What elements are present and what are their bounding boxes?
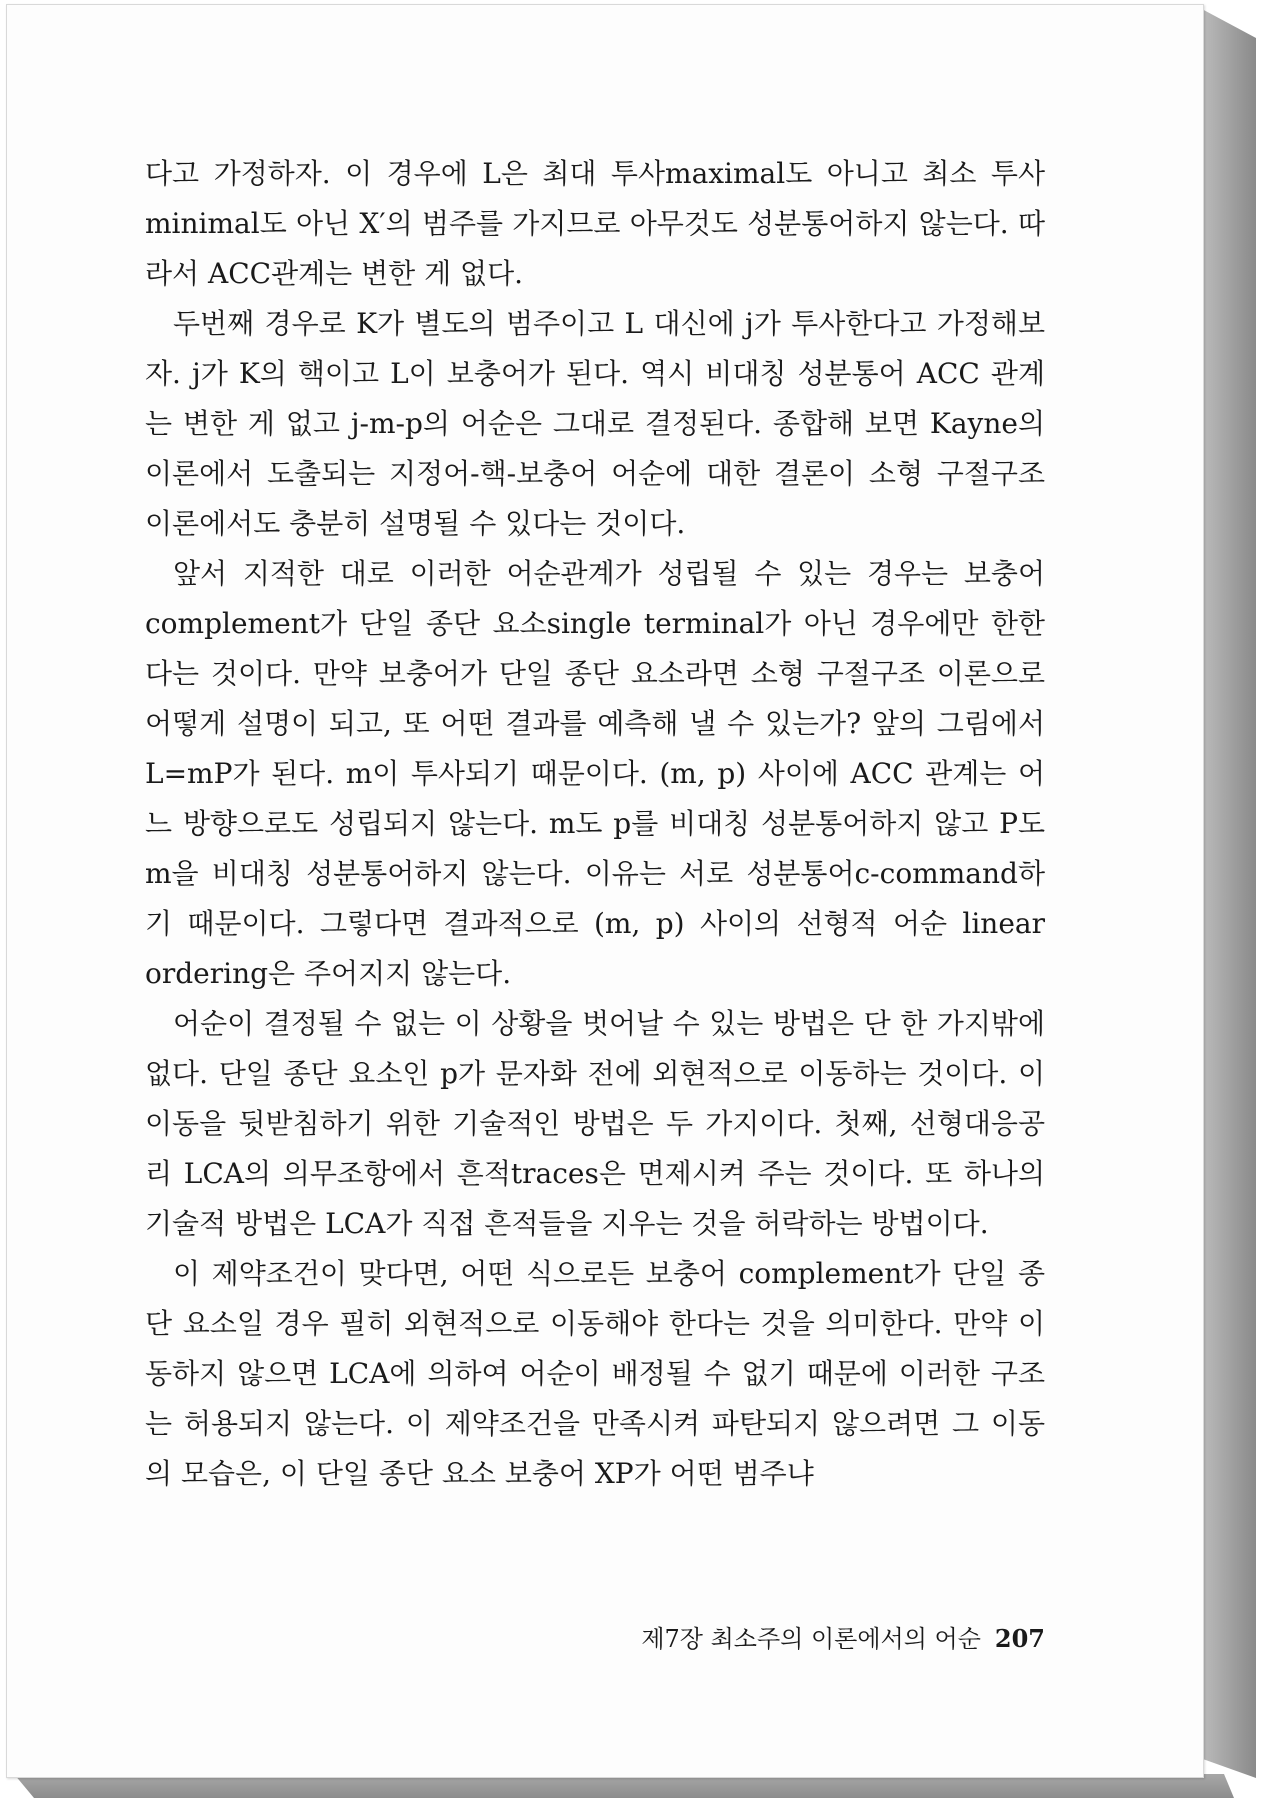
paragraph-5: 이 제약조건이 맞다면, 어떤 식으로든 보충어 complement가 단일 종단 요소일 경우 필히 외현적으로 이동해야 한다는 것을 의미한다. 만약 이동하지 않으면 LCA에 의하여 어순이 배정될 수 없기 때문에 이러한 구조는 허용되지 않는다. 이 제약조건을 만족시켜 파탄되지 않으려면 그 이동의 모습은, 이 단일 종단 요소 보충어 XP가 어떤 범주냐: [145, 1257, 1045, 1490]
running-head: 제7장 최소주의 이론에서의 어순: [641, 1625, 981, 1653]
paragraph-1: 다고 가정하자. 이 경우에 L은 최대 투사maximal도 아니고 최소 투사 minimal도 아닌 X′의 범주를 가지므로 아무것도 성분통어하지 않는다. 따라서 ACC관계는 변한 게 없다.: [145, 157, 1045, 290]
paragraph-2: 두번째 경우로 K가 별도의 범주이고 L 대신에 j가 투사한다고 가정해보자. j가 K의 핵이고 L이 보충어가 된다. 역시 비대칭 성분통어 ACC 관계는 변한 게 없고 j-m-p의 어순은 그대로 결정된다. 종합해 보면 Kayne의 이론에서 도출되는 지정어-핵-보충어 어순에 대한 결론이 소형 구절구조 이론에서도 충분히 설명될 수 있다는 것이다.: [145, 307, 1045, 540]
paragraph-4: 어순이 결정될 수 없는 이 상황을 벗어날 수 있는 방법은 단 한 가지밖에 없다. 단일 종단 요소인 p가 문자화 전에 외현적으로 이동하는 것이다. 이 이동을 뒷받침하기 위한 기술적인 방법은 두 가지이다. 첫째, 선형대응공리 LCA의 의무조항에서 흔적traces은 면제시켜 주는 것이다. 또 하나의 기술적 방법은 LCA가 직접 흔적들을 지우는 것을 허락하는 방법이다.: [145, 1007, 1045, 1240]
book-page: [6, 4, 1204, 1778]
page-footer: [607, 1619, 1045, 1654]
book-edge-right: [1200, 8, 1256, 1778]
page-number: 207: [994, 1624, 1045, 1653]
body-text: [145, 149, 1045, 1499]
paragraph-3: 앞서 지적한 대로 이러한 어순관계가 성립될 수 있는 경우는 보충어 complement가 단일 종단 요소single terminal가 아닌 경우에만 한한다는 것이다. 만약 보충어가 단일 종단 요소라면 소형 구절구조 이론으로 어떻게 설명이 되고, 또 어떤 결과를 예측해 낼 수 있는가? 앞의 그림에서 L=mP가 된다. m이 투사되기 때문이다. (m, p) 사이에 ACC 관계는 어느 방향으로도 성립되지 않는다. m도 p를 비대칭 성분통어하지 않고 P도 m을 비대칭 성분통어하지 않는다. 이유는 서로 성분통어c-command하기 때문이다. 그렇다면 결과적으로 (m, p) 사이의 선형적 어순 linear ordering은 주어지지 않는다.: [145, 557, 1045, 990]
